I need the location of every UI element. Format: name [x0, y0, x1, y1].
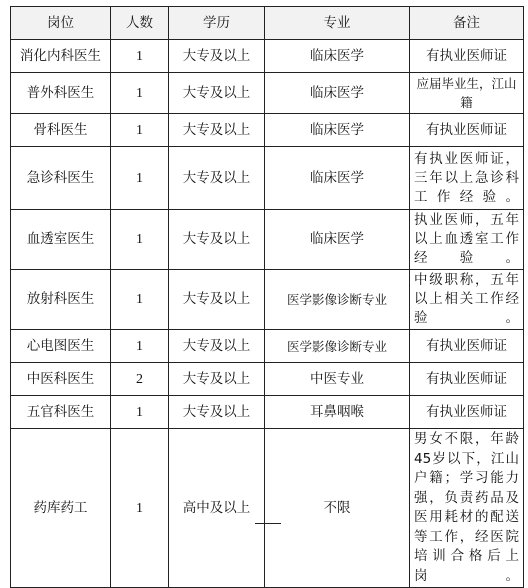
cell-count: 1	[111, 270, 169, 330]
cell-count: 1	[111, 330, 169, 363]
table-row	[11, 429, 524, 588]
cell-position: 放射科医生	[11, 270, 111, 330]
header-major: 专业	[265, 7, 410, 40]
cell-education: 大专及以上	[169, 363, 265, 396]
header-position: 岗位	[11, 7, 111, 40]
cell-education: 大专及以上	[169, 40, 265, 73]
cell-major: 医学影像诊断专业	[265, 270, 410, 330]
cell-education: 大专及以上	[169, 114, 265, 147]
header-count: 人数	[111, 7, 169, 40]
cell-note: 应届毕业生，江山籍	[410, 73, 524, 114]
cell-position: 中医科医生	[11, 363, 111, 396]
cell-count: 1	[111, 210, 169, 270]
table-row	[11, 330, 524, 363]
cell-note: 有执业医师证	[410, 330, 524, 363]
cell-major: 临床医学	[265, 147, 410, 210]
cell-note: 有执业医师证，三年以上急诊科工作经验。	[410, 147, 524, 210]
cell-note: 执业医师，五年以上血透室工作经验。	[410, 210, 524, 270]
header-note: 备注	[410, 7, 524, 40]
cell-count: 1	[111, 73, 169, 114]
cell-major: 临床医学	[265, 40, 410, 73]
table-row	[11, 114, 524, 147]
header-education: 学历	[169, 7, 265, 40]
header-row	[11, 7, 524, 40]
cell-education: 大专及以上	[169, 73, 265, 114]
cell-education: 大专及以上	[169, 270, 265, 330]
cell-count: 1	[111, 114, 169, 147]
cell-position: 骨科医生	[11, 114, 111, 147]
cell-major: 临床医学	[265, 210, 410, 270]
recruitment-table-container	[10, 6, 523, 588]
cell-education: 大专及以上	[169, 210, 265, 270]
table-row	[11, 147, 524, 210]
table-row	[11, 73, 524, 114]
cell-major: 中医专业	[265, 363, 410, 396]
cell-position: 心电图医生	[11, 330, 111, 363]
cell-major: 临床医学	[265, 73, 410, 114]
cell-education: 大专及以上	[169, 330, 265, 363]
cell-note: 中级职称，五年以上相关工作经验。	[410, 270, 524, 330]
cell-count: 1	[111, 40, 169, 73]
cell-education: 高中及以上	[169, 429, 265, 588]
cell-count: 1	[111, 147, 169, 210]
cell-note: 男女不限，年龄45岁以下，江山户籍；学习能力强，负责药品及医用耗材的配送等工作，经医院培训合格后上岗。	[410, 429, 524, 588]
cell-position: 消化内科医生	[11, 40, 111, 73]
cell-major: 不限	[265, 429, 410, 588]
cell-major: 医学影像诊断专业	[265, 330, 410, 363]
cell-note: 有执业医师证	[410, 396, 524, 429]
table-row	[11, 210, 524, 270]
cell-position: 五官科医生	[11, 396, 111, 429]
cell-position: 药库药工	[11, 429, 111, 588]
cell-position: 血透室医生	[11, 210, 111, 270]
cell-count: 2	[111, 363, 169, 396]
table-row	[11, 270, 524, 330]
cell-note: 有执业医师证	[410, 363, 524, 396]
cell-major: 临床医学	[265, 114, 410, 147]
table-row	[11, 363, 524, 396]
cell-note: 有执业医师证	[410, 114, 524, 147]
cell-major: 耳鼻咽喉	[265, 396, 410, 429]
cell-count: 1	[111, 396, 169, 429]
recruitment-table	[10, 6, 524, 588]
cell-education: 大专及以上	[169, 147, 265, 210]
page-bottom-rule	[255, 523, 281, 525]
cell-education: 大专及以上	[169, 396, 265, 429]
table-row	[11, 396, 524, 429]
cell-note: 有执业医师证	[410, 40, 524, 73]
table-row	[11, 40, 524, 73]
cell-position: 急诊科医生	[11, 147, 111, 210]
cell-position: 普外科医生	[11, 73, 111, 114]
cell-count: 1	[111, 429, 169, 588]
